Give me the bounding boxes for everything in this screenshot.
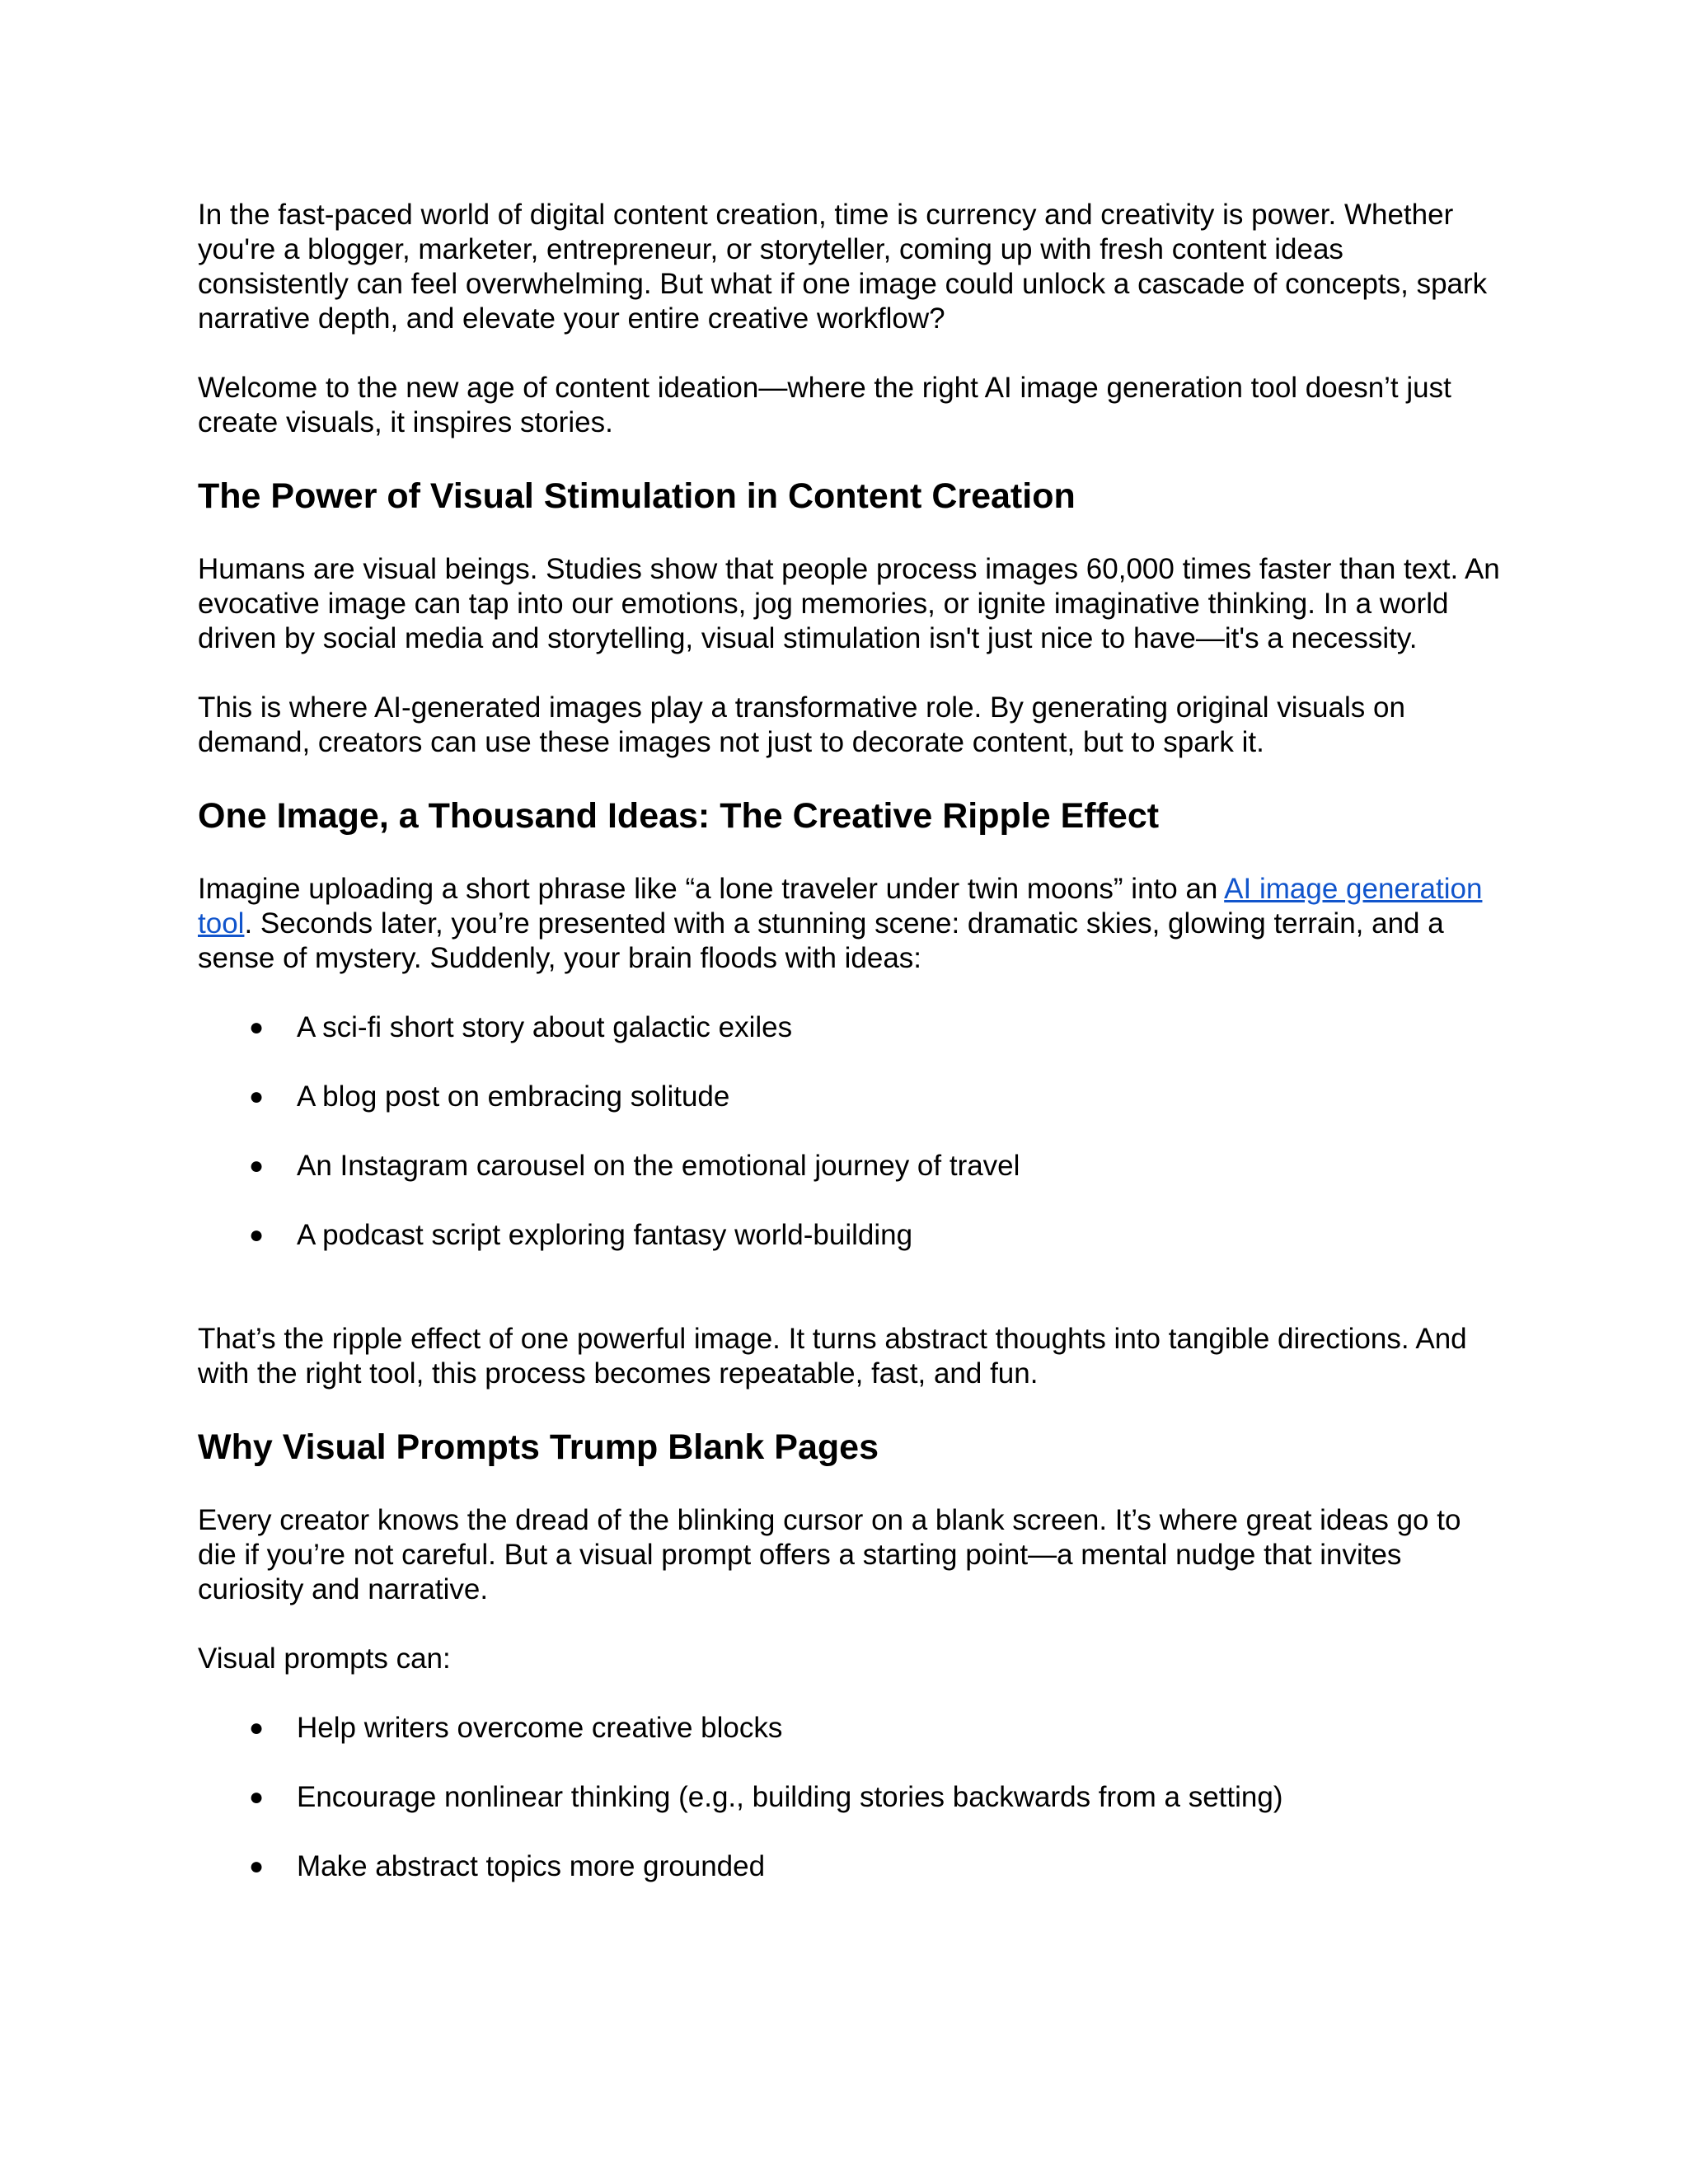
visual-stimulation-paragraph-1: Humans are visual beings. Studies show that people process images 60,000 times faster than text. An evocative image can tap into our emotions, jog memories, or ignite imaginative thinking. In a world driven by social media and storytelling, visual stimulation isn't just nice to have—it's a necessity. <box>198 553 1500 654</box>
list-item-text: A blog post on embracing solitude <box>297 1080 730 1113</box>
ripple-text-before-link: Imagine uploading a short phrase like “a lone traveler under twin moons” into an <box>198 873 1225 905</box>
list-item-text: A sci-fi short story about galactic exiles <box>297 1011 793 1043</box>
list-item <box>198 1149 1500 1183</box>
list-item <box>198 1080 1500 1114</box>
list-item <box>198 1711 1500 1746</box>
visual-stimulation-paragraph-2: This is where AI-generated images play a transformative role. By generating original visuals on demand, creators can use these images not just to decorate content, but to spark it. <box>198 691 1405 758</box>
intro-paragraph-2: Welcome to the new age of content ideation—where the right AI image generation tool doesn’t just create visuals, it inspires stories. <box>198 372 1451 438</box>
list-item <box>198 1218 1500 1253</box>
bullet-icon: ● <box>249 1152 265 1179</box>
intro-paragraph-1: In the fast-paced world of digital content creation, time is currency and creativity is power. Whether you're a blogger, marketer, entrepreneur, or storyteller, coming up with fresh content ideas consistently can feel overwhelming. But what if one image could unlock a cascade of concepts, spark narrative depth, and elevate your entire creative workflow? <box>198 199 1488 335</box>
ripple-paragraph-2: That’s the ripple effect of one powerful image. It turns abstract thoughts into tangible directions. And with the right tool, this process becomes repeatable, fast, and fun. <box>198 1323 1467 1390</box>
list-item-text: Help writers overcome creative blocks <box>297 1712 783 1744</box>
visual-prompts-paragraph-1: Every creator knows the dread of the blinking cursor on a blank screen. It’s where great ideas go to die if you’re not careful. But a visual prompt offers a starting point—a mental nudge that invites curiosity and narrative. <box>198 1504 1461 1605</box>
ripple-paragraph-1 <box>198 872 1500 976</box>
visual-prompts-list <box>198 1711 1500 1884</box>
list-item-text: Encourage nonlinear thinking (e.g., building stories backwards from a setting) <box>297 1781 1283 1813</box>
list-item-text: An Instagram carousel on the emotional journey of travel <box>297 1150 1020 1182</box>
bullet-icon: ● <box>249 1853 265 1880</box>
ai-image-generation-tool-link[interactable]: AI image generation tool <box>198 873 1483 940</box>
bullet-icon: ● <box>249 1783 265 1811</box>
list-item <box>198 1010 1500 1045</box>
bullet-icon: ● <box>249 1714 265 1741</box>
heading-visual-stimulation: The Power of Visual Stimulation in Content Creation <box>198 476 1076 516</box>
ripple-text-after-link: . Seconds later, you’re presented with a stunning scene: dramatic skies, glowing terrain, and a sense of mystery. Suddenly, your brain floods with ideas: <box>198 907 1444 974</box>
heading-ripple-effect: One Image, a Thousand Ideas: The Creative Ripple Effect <box>198 796 1160 836</box>
list-item <box>198 1780 1500 1815</box>
list-item-text: Make abstract topics more grounded <box>297 1850 766 1882</box>
ripple-ideas-list <box>198 1010 1500 1253</box>
bullet-icon: ● <box>249 1221 265 1249</box>
bullet-icon: ● <box>249 1014 265 1041</box>
list-item-text: A podcast script exploring fantasy world-building <box>297 1219 913 1251</box>
document-page <box>198 198 1500 1919</box>
bullet-icon: ● <box>249 1083 265 1110</box>
visual-prompts-paragraph-2: Visual prompts can: <box>198 1643 451 1675</box>
heading-visual-prompts: Why Visual Prompts Trump Blank Pages <box>198 1427 879 1467</box>
list-item <box>198 1849 1500 1884</box>
